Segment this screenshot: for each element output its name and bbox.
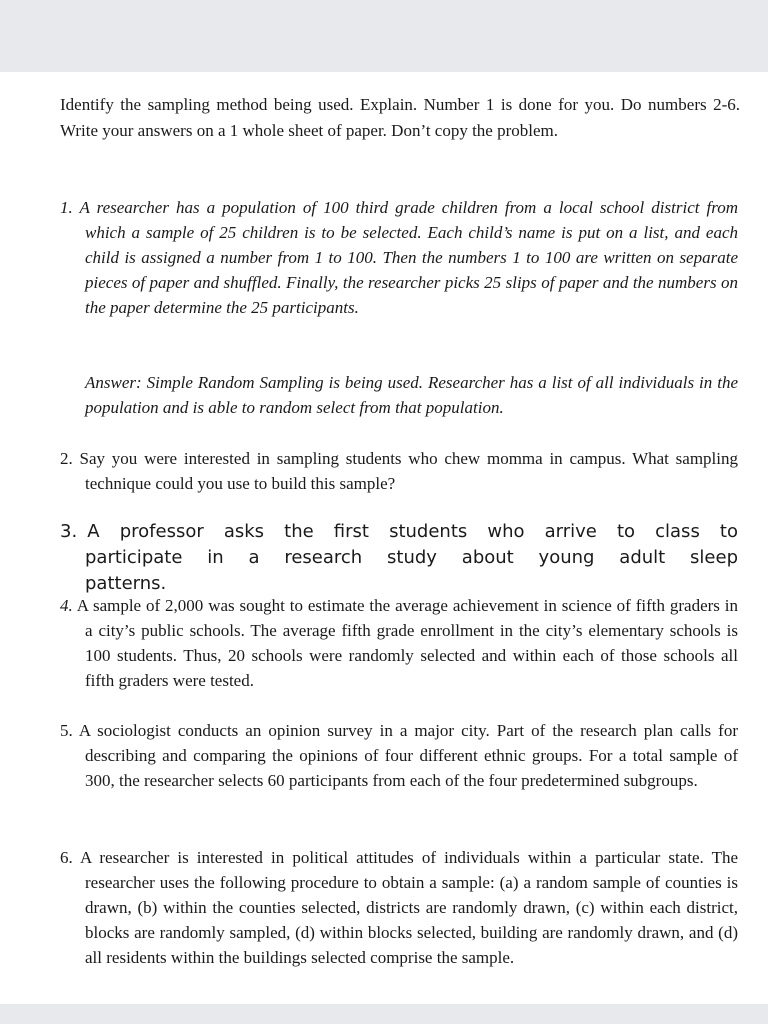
question-6	[60, 845, 738, 970]
question-1	[60, 195, 738, 320]
question-5	[60, 718, 738, 793]
question-6-text: A researcher is interested in political attitudes of individuals within a particular state. The researcher uses the following procedure to obtain a sample: (a) a random sample of counties is drawn, (b) within the counties selected, districts are randomly drawn, (c) within each district, blocks are randomly sampled, (d) within blocks selected, building are randomly drawn, and (d) all residents within the buildings selected comprise the sample.	[79, 848, 738, 967]
top-margin	[0, 0, 768, 72]
question-2-number: 2.	[60, 449, 73, 468]
answer-1: Answer: Simple Random Sampling is being used. Researcher has a list of all individuals in the population and is able to random select from that population.	[85, 373, 738, 417]
instructions: Identify the sampling method being used. Explain. Number 1 is done for you. Do numbers 2-6. Write your answers on a 1 whole sheet of paper. Don’t copy the problem.	[60, 95, 740, 140]
question-5-number: 5.	[60, 721, 73, 740]
question-5-text: A sociologist conducts an opinion survey in a major city. Part of the research plan calls for describing and comparing the opinions of four different ethnic groups. For a total sample of 300, the researcher selects 60 participants from each of the four predetermined subgroups.	[78, 721, 738, 790]
question-1-number: 1.	[60, 198, 73, 217]
question-1-text: A researcher has a population of 100 third grade children from a local school district from which a sample of 25 children is to be selected. Each child’s name is put on a list, and each child is assigned a number from 1 to 100. Then the numbers 1 to 100 are written on separate pieces of paper and shuffled. Finally, the researcher picks 25 slips of paper and the numbers on the paper determine the 25 participants.	[79, 198, 738, 317]
question-2-text: Say you were interested in sampling students who chew momma in campus. What sampling technique could you use to build this sample?	[79, 449, 739, 493]
question-4-text: A sample of 2,000 was sought to estimate the average achievement in science of fifth graders in a city’s public schools. The average fifth grade enrollment in the city’s elementary schools is 100 students. Thus, 20 schools were randomly selected and within each of those schools all fifth graders were tested.	[76, 596, 739, 690]
question-3-number: 3.	[60, 521, 78, 542]
question-3	[60, 519, 738, 597]
question-2	[60, 446, 738, 496]
question-3-text: A professor asks the first students who arrive to class to participate in a research study about young adult sleep patterns.	[85, 521, 738, 594]
question-6-number: 6.	[60, 848, 73, 867]
question-4	[60, 593, 738, 693]
bottom-margin	[0, 1004, 768, 1024]
question-4-number: 4.	[60, 596, 73, 615]
